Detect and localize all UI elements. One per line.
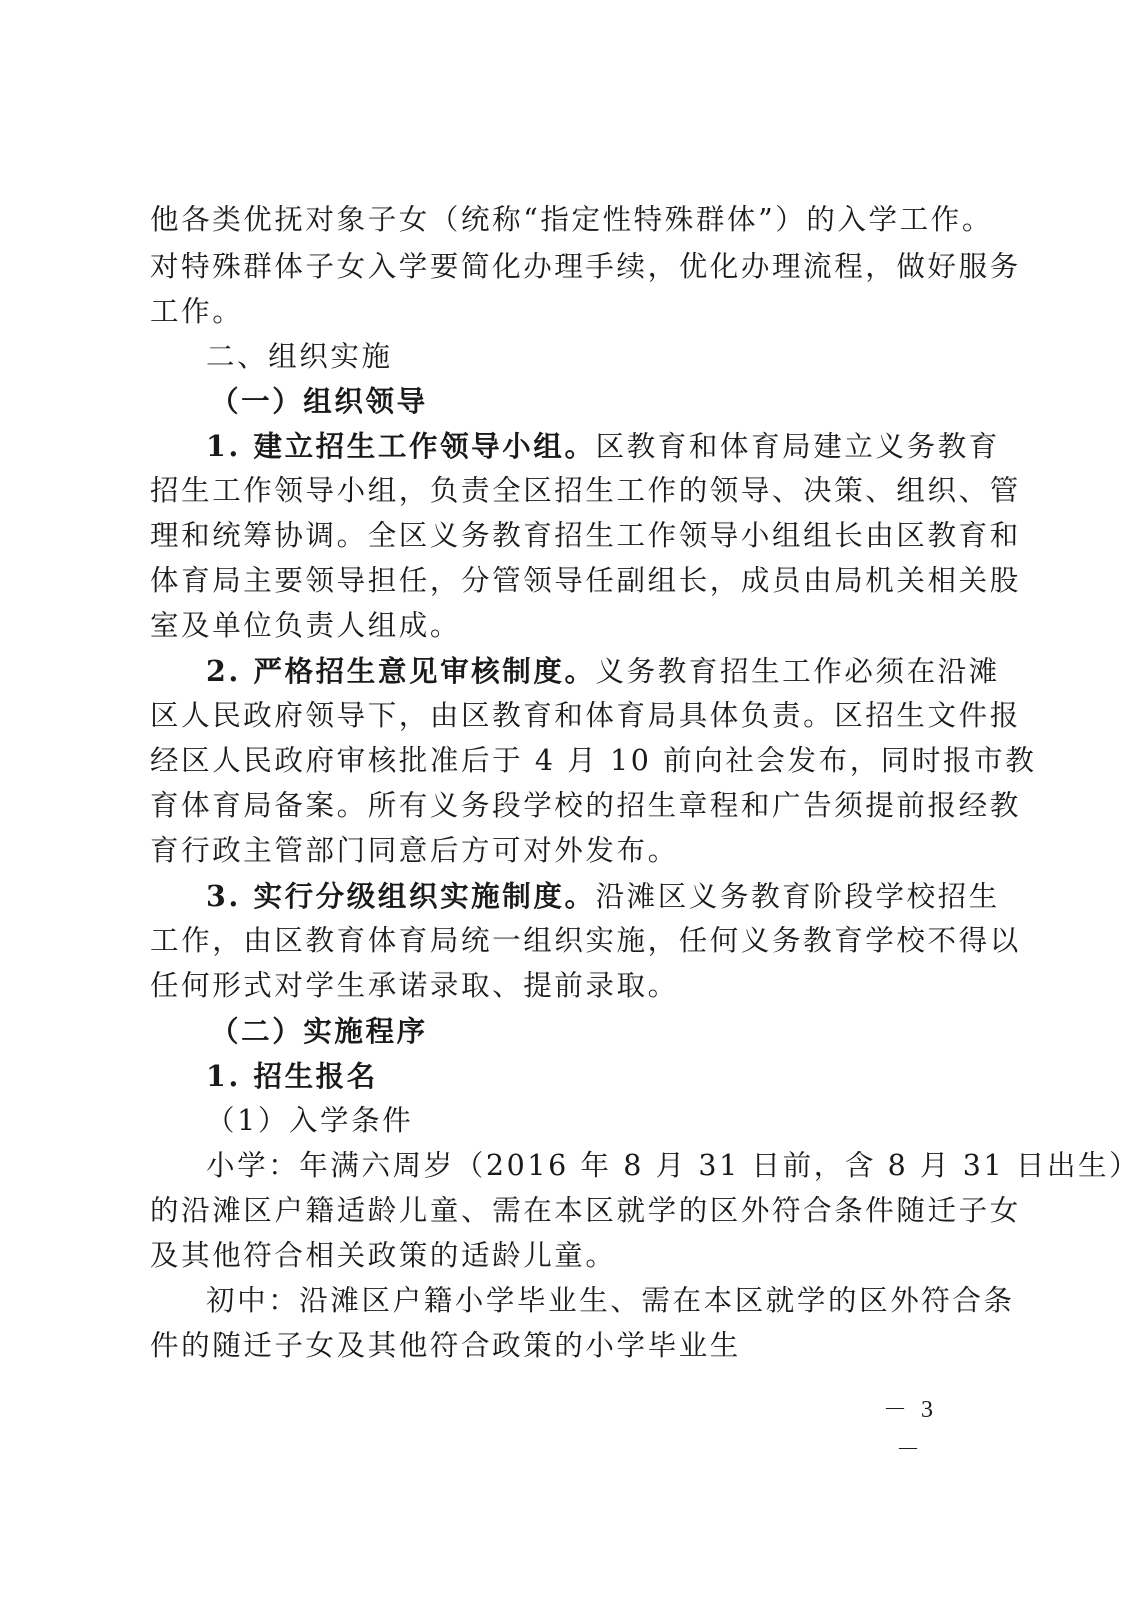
text-line: 及其他符合相关政策的适龄儿童。 bbox=[150, 1239, 617, 1272]
text-run: 区教育和体育局建立义务教育 bbox=[595, 430, 1000, 463]
text-line: 工作。 bbox=[150, 295, 244, 328]
text-line: 室及单位负责人组成。 bbox=[150, 609, 462, 642]
page-number: － 3 － bbox=[883, 1397, 937, 1463]
item-heading: 1. 招生报名 bbox=[206, 1059, 378, 1093]
paragraph-first-line bbox=[206, 423, 1000, 469]
item-heading: 3. 实行分级组织实施制度。 bbox=[206, 879, 596, 913]
text-run: 义务教育招生工作必须在沿滩 bbox=[595, 655, 1000, 688]
item-heading: 1. 建立招生工作领导小组。 bbox=[206, 429, 596, 463]
text-line: 理和统筹协调。全区义务教育招生工作领导小组组长由区教育和 bbox=[150, 519, 1021, 552]
item-heading: 2. 严格招生意见审核制度。 bbox=[206, 654, 596, 688]
section-heading: 二、组织实施 bbox=[206, 340, 393, 373]
text-line: 育行政主管部门同意后方可对外发布。 bbox=[150, 834, 679, 867]
text-line: 育体育局备案。所有义务段学校的招生章程和广告须提前报经教 bbox=[150, 789, 1021, 822]
text-line: 招生工作领导小组，负责全区招生工作的领导、决策、组织、管 bbox=[150, 474, 1021, 507]
paragraph-first-line bbox=[206, 648, 1000, 694]
text-line: 件的随迁子女及其他符合政策的小学毕业生 bbox=[150, 1329, 741, 1362]
text-run: 沿滩区义务教育阶段学校招生 bbox=[595, 880, 1000, 913]
text-line: 的沿滩区户籍适龄儿童、需在本区就学的区外符合条件随迁子女 bbox=[150, 1194, 1021, 1227]
text-line: 他各类优抚对象子女（统称“指定性特殊群体”）的入学工作。 bbox=[150, 203, 993, 236]
sub-item-heading: （1）入学条件 bbox=[206, 1104, 414, 1137]
text-line: 经区人民政府审核批准后于 4 月 10 前向社会发布，同时报市教 bbox=[150, 744, 1037, 777]
subsection-heading: （二）实施程序 bbox=[210, 1014, 428, 1048]
subsection-heading: （一）组织领导 bbox=[210, 384, 428, 418]
text-line: 体育局主要领导担任，分管领导任副组长，成员由局机关相关股 bbox=[150, 564, 1021, 597]
text-line: 工作，由区教育体育局统一组织实施，任何义务教育学校不得以 bbox=[150, 924, 1021, 957]
text-line: 初中：沿滩区户籍小学毕业生、需在本区就学的区外符合条 bbox=[206, 1284, 1015, 1317]
paragraph-first-line bbox=[206, 873, 1000, 919]
text-line: 区人民政府领导下，由区教育和体育局具体负责。区招生文件报 bbox=[150, 699, 1021, 732]
text-line: 对特殊群体子女入学要简化办理手续，优化办理流程，做好服务 bbox=[150, 250, 1021, 283]
text-line: 任何形式对学生承诺录取、提前录取。 bbox=[150, 969, 679, 1002]
text-line: 小学：年满六周岁（2016 年 8 月 31 日前，含 8 月 31 日出生） bbox=[206, 1149, 1140, 1182]
